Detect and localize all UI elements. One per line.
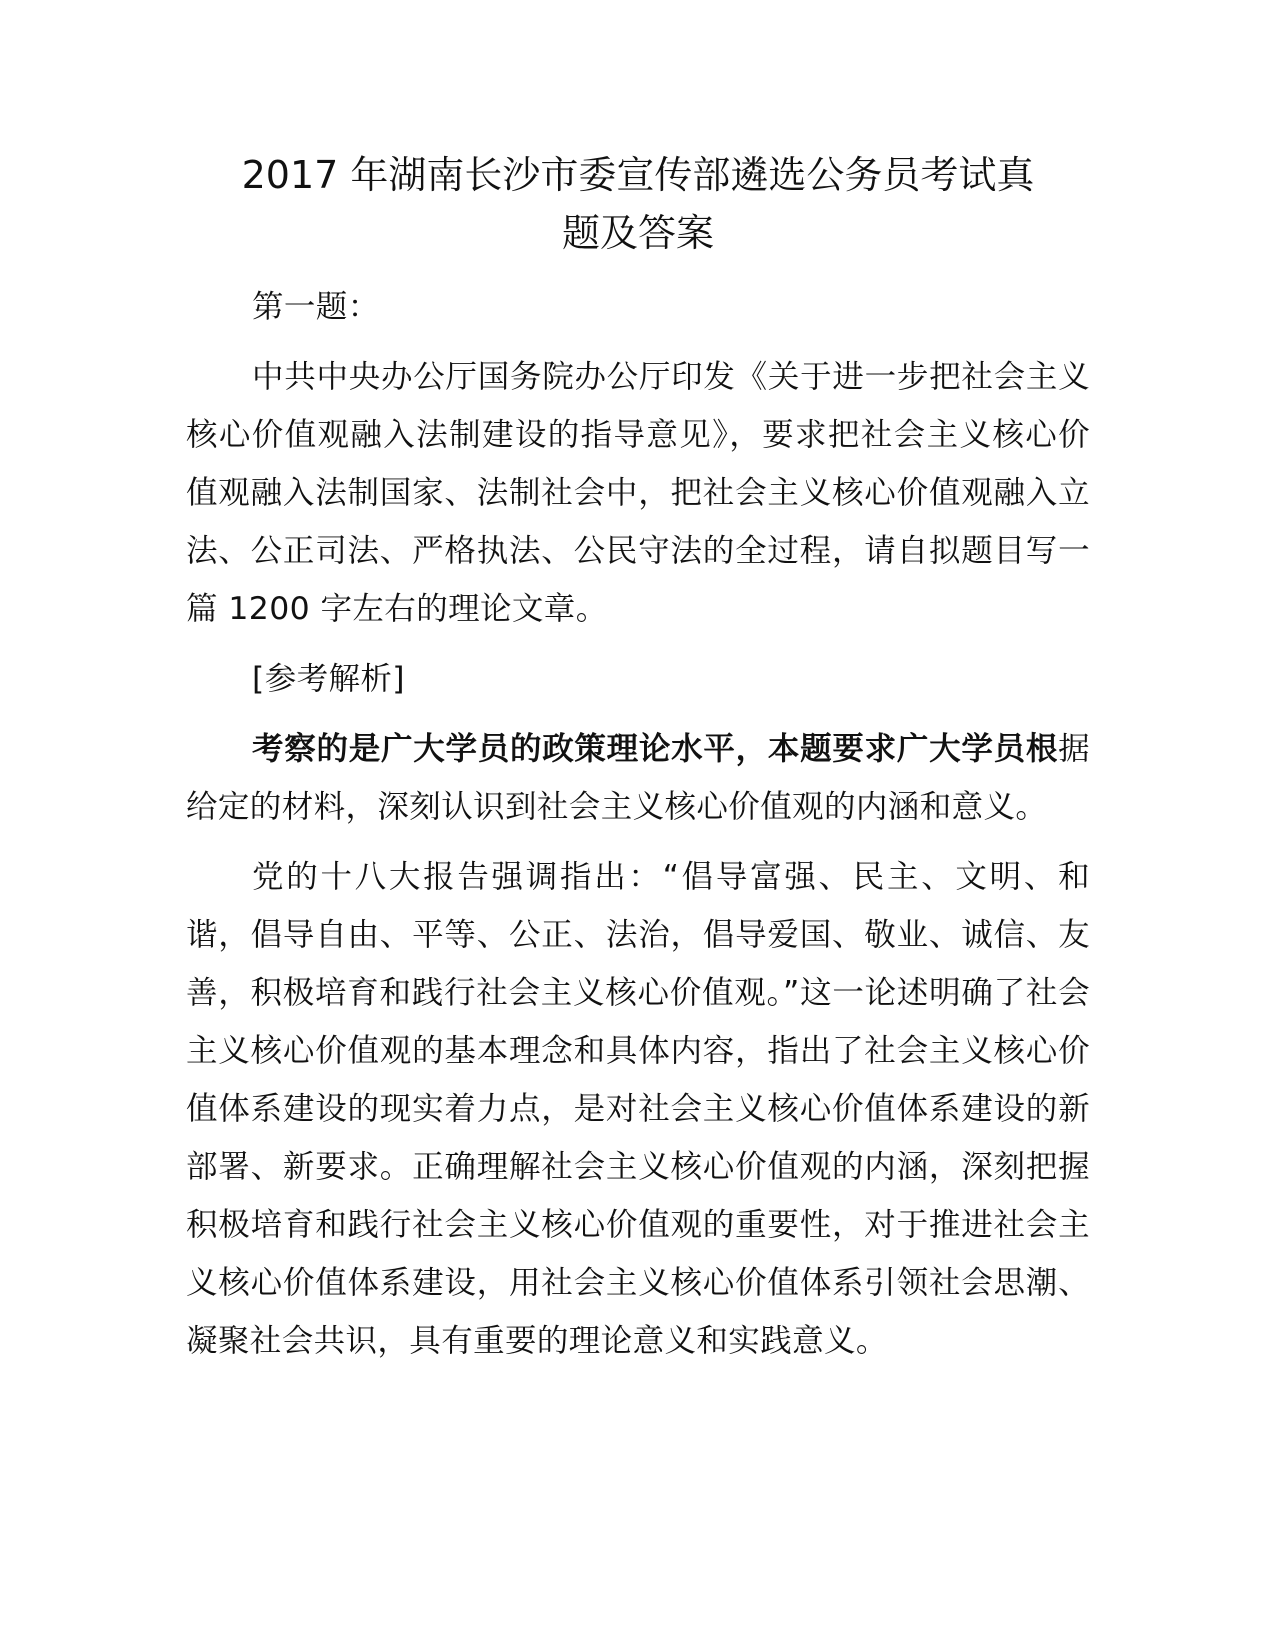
analysis-heading: [参考解析] xyxy=(252,661,405,697)
question-heading: 第一题： xyxy=(252,289,380,325)
document-title xyxy=(186,146,1090,262)
body-paragraph: 党的十八大报告强调指出：“倡导富强、民主、文明、和谐，倡导自由、平等、公正、法治，倡导爱国、敬业、诚信、友善，积极培育和践行社会主义核心价值观。”这一论述明确了社会主义核心价值观的基本理念和具体内容，指出了社会主义核心价值体系建设的现实着力点，是对社会主义核心价值体系建设的新部署、新要求。正确理解社会主义核心价值观的内涵，深刻把握积极培育和践行社会主义核心价值观的重要性，对于推进社会主义核心价值体系建设，用社会主义核心价值体系引领社会思潮、凝聚社会共识，具有重要的理论意义和实践意义。 xyxy=(186,859,1090,1359)
question-paragraph: 中共中央办公厅国务院办公厅印发《关于进一步把社会主义核心价值观融入法制建设的指导意见》，要求把社会主义核心价值观融入法制国家、法制社会中，把社会主义核心价值观融入立法、公正司法、严格执法、公民守法的全过程，请自拟题目写一篇 1200 字左右的理论文章。 xyxy=(186,359,1090,627)
document-body xyxy=(186,146,1090,1370)
analysis-paragraph xyxy=(186,720,1090,836)
analysis-text: 据给定的材料，深刻认识到社会主义核心价值观的内涵和意义。 xyxy=(186,731,1090,825)
title-line-1: 2017 年湖南长沙市委宣传部遴选公务员考试真 xyxy=(241,153,1035,197)
analysis-bold-text: 考察的是广大学员的政策理论水平，本题要求广大学员根 xyxy=(252,731,1059,767)
title-line-2: 题及答案 xyxy=(561,211,714,255)
